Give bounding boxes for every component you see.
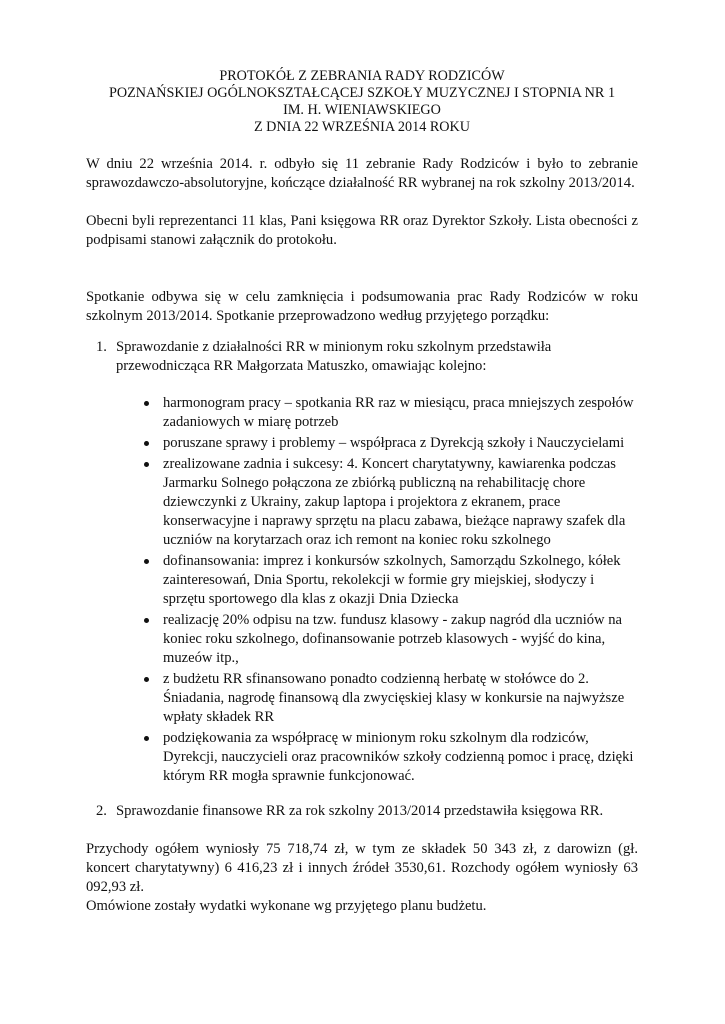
bullet-item-funding: dofinansowania: imprez i konkursów szkolnych, Samorządu Szkolnego, kółek zainteresowań, Dnia Sportu, rekolekcji w formie gry miejskiej, słodyczy i sprzętu sportowego dla klas z okazji Dnia Dziecka <box>143 552 638 609</box>
agenda-item-1-number: 1. <box>96 339 107 355</box>
title-line-4: Z DNIA 22 WRZEŚNIA 2014 ROKU <box>253 119 471 135</box>
intro-paragraph-meeting: W dniu 22 września 2014. r. odbyło się 11 zebranie Rady Rodziców i było to zebranie sprawozdawczo-absolutoryjne, kończące działalność RR wybranej na rok szkolny 2013/2014. <box>86 156 638 191</box>
agenda-item-2-number: 2. <box>96 803 107 819</box>
agenda-item-2-text: Sprawozdanie finansowe RR za rok szkolny 2013/2014 przedstawiła księgowa RR. <box>116 803 604 819</box>
bullet-dot-icon <box>144 559 149 564</box>
bullet-item-schedule: harmonogram pracy – spotkania RR raz w miesiącu, praca mniejszych zespołów zadaniowych w miarę potrzeb <box>143 394 638 432</box>
bullet-item-budget: z budżetu RR sfinansowano ponadto codzienną herbatę w stołówce do 2. Śniadania, nagrodę finansową dla zwycięskiej klasy w konkursie na najwyższe wpłaty składek RR <box>143 670 638 727</box>
agenda-item-1 <box>86 338 638 376</box>
agenda-item-1-text: Sprawozdanie z działalności RR w minionym roku szkolnym przedstawiła przewodnicząca RR Małgorzata Matuszko, omawiając kolejno: <box>116 339 552 374</box>
bullet-dot-icon <box>144 441 149 446</box>
intro-paragraph-attendance: Obecni byli reprezentanci 11 klas, Pani księgowa RR oraz Dyrektor Szkoły. Lista obecności z podpisami stanowi załącznik do protokołu. <box>86 213 638 248</box>
title-line-1: PROTOKÓŁ Z ZEBRANIA RADY RODZICÓW <box>219 68 505 84</box>
intro-paragraph-purpose: Spotkanie odbywa się w celu zamknięcia i podsumowania prac Rady Rodziców w roku szkolnym 2013/2014. Spotkanie przeprowadzono według przyjętego porządku: <box>86 289 638 324</box>
activity-bullet-list <box>86 394 638 786</box>
finance-summary-paragraph: Przychody ogółem wyniosły 75 718,74 zł, w tym ze składek 50 343 zł, z darowizn (gł. koncert charytatywny) 6 416,23 zł i innych źródeł 3530,61. Rozchody ogółem wyniosły 63 092,93 zł. <box>86 841 638 895</box>
bullet-item-class-fund: realizację 20% odpisu na tzw. fundusz klasowy - zakup nagród dla uczniów na koniec roku szkolnego, dofinansowanie potrzeb klasowych - wyjść do kina, muzeów itp., <box>143 611 638 668</box>
finance-expenses-paragraph: Omówione zostały wydatki wykonane wg przyjętego planu budżetu. <box>86 898 487 914</box>
document-page <box>86 68 638 916</box>
document-title-block <box>86 68 638 136</box>
bullet-item-thanks: podziękowania za współpracę w minionym roku szkolnym dla rodziców, Dyrekcji, nauczycieli oraz pracowników szkoły codzienną pomoc i pracę, dzięki którym RR mogła sprawnie funkcjonować. <box>143 729 638 786</box>
bullet-item-achievements: zrealizowane zadnia i sukcesy: 4. Koncert charytatywny, kawiarenka podczas Jarmarku Solnego połączona ze zbiórką publiczną na rehabilitację chore dziewczynki z Ukrainy, zakup laptopa i projektora z ekranem, prace konserwacyjne i naprawy sprzętu na placu zabawa, bieżące naprawy szafek dla uczniów na korytarzach oraz ich remont na koniec roku szkolnego <box>143 455 638 550</box>
bullet-dot-icon <box>144 462 149 467</box>
bullet-dot-icon <box>144 618 149 623</box>
bullet-dot-icon <box>144 401 149 406</box>
bullet-dot-icon <box>144 677 149 682</box>
bullet-dot-icon <box>144 736 149 741</box>
title-line-2: POZNAŃSKIEJ OGÓLNOKSZTAŁCĄCEJ SZKOŁY MUZYCZNEJ I STOPNIA NR 1 <box>108 85 616 101</box>
bullet-item-issues: poruszane sprawy i problemy – współpraca z Dyrekcją szkoły i Nauczycielami <box>143 434 638 453</box>
title-line-3: IM. H. WIENIAWSKIEGO <box>283 102 441 118</box>
agenda-item-2 <box>86 802 638 821</box>
